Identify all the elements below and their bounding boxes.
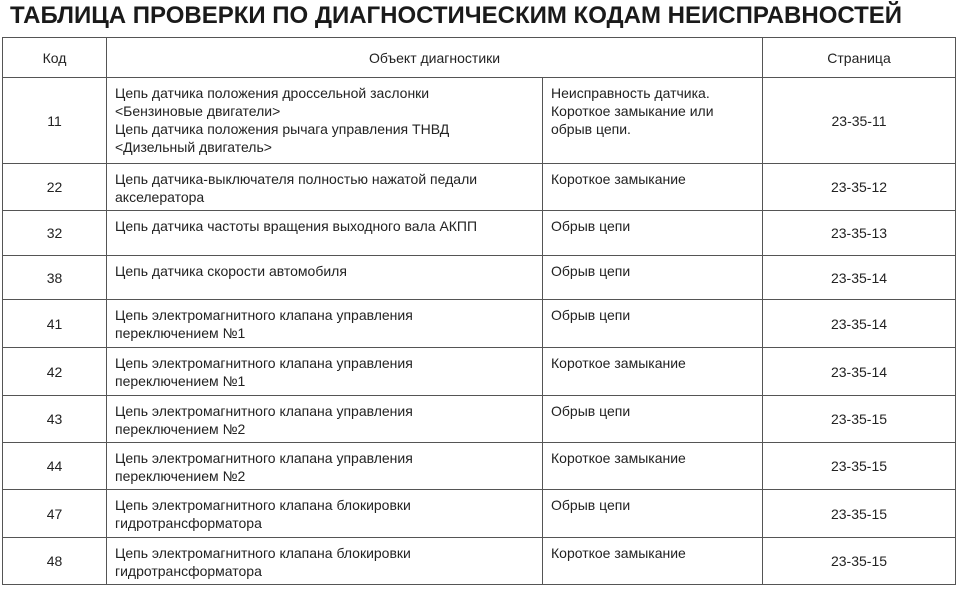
cell-page: 23-35-14 <box>763 256 956 300</box>
cell-fault <box>543 396 763 443</box>
cell-page: 23-35-15 <box>763 396 956 443</box>
cell-fault <box>543 538 763 585</box>
table-header-row <box>3 38 956 78</box>
object-line: гидротрансформатора <box>115 515 262 531</box>
cell-fault <box>543 490 763 538</box>
fault-line: обрыв цепи. <box>551 121 631 137</box>
table-row <box>3 164 956 211</box>
cell-code: 42 <box>3 348 107 396</box>
table-row <box>3 443 956 490</box>
fault-line: Обрыв цепи <box>551 307 631 323</box>
fault-line: Короткое замыкание <box>551 450 686 466</box>
fault-line: Обрыв цепи <box>551 497 631 513</box>
cell-fault <box>543 300 763 348</box>
cell-code: 48 <box>3 538 107 585</box>
fault-line: Обрыв цепи <box>551 403 631 419</box>
cell-object <box>107 396 543 443</box>
cell-code: 11 <box>3 78 107 164</box>
header-object: Объект диагностики <box>107 38 763 78</box>
object-line: Цепь датчика-выключателя полностью нажатой педали <box>115 171 478 187</box>
object-line: Цепь датчика скорости автомобиля <box>115 263 347 279</box>
cell-page: 23-35-14 <box>763 348 956 396</box>
cell-code: 47 <box>3 490 107 538</box>
object-line: Цепь датчика положения дроссельной заслонки <box>115 85 430 101</box>
object-line: Цепь электромагнитного клапана блокировки <box>115 497 411 513</box>
cell-fault <box>543 348 763 396</box>
diagnostic-codes-table <box>2 37 956 585</box>
object-line: Цепь электромагнитного клапана управления <box>115 450 413 466</box>
object-line: Цепь датчика положения рычага управления ТНВД <box>115 121 450 137</box>
object-line: переключением №2 <box>115 421 246 437</box>
object-line: <Бензиновые двигатели> <box>115 103 281 119</box>
object-line: Цепь электромагнитного клапана управления <box>115 403 413 419</box>
object-line: Цепь электромагнитного клапана управления <box>115 307 413 323</box>
cell-object <box>107 348 543 396</box>
cell-object <box>107 256 543 300</box>
fault-line: Короткое замыкание или <box>551 103 714 119</box>
cell-fault <box>543 78 763 164</box>
cell-code: 43 <box>3 396 107 443</box>
table-row <box>3 396 956 443</box>
object-line: переключением №1 <box>115 373 246 389</box>
cell-page: 23-35-15 <box>763 538 956 585</box>
object-line: Цепь электромагнитного клапана блокировки <box>115 545 411 561</box>
cell-object <box>107 300 543 348</box>
page-title: ТАБЛИЦА ПРОВЕРКИ ПО ДИАГНОСТИЧЕСКИМ КОДАМ НЕИСПРАВНОСТЕЙ <box>10 2 903 29</box>
object-line: <Дизельный двигатель> <box>115 139 272 155</box>
fault-line: Короткое замыкание <box>551 355 686 371</box>
table-row <box>3 538 956 585</box>
cell-page: 23-35-15 <box>763 443 956 490</box>
object-line: акселератора <box>115 189 205 205</box>
fault-line: Обрыв цепи <box>551 218 631 234</box>
object-line: гидротрансформатора <box>115 563 262 579</box>
cell-code: 32 <box>3 211 107 256</box>
cell-code: 22 <box>3 164 107 211</box>
table-row <box>3 211 956 256</box>
header-page: Страница <box>763 38 956 78</box>
cell-code: 41 <box>3 300 107 348</box>
cell-page: 23-35-15 <box>763 490 956 538</box>
cell-fault <box>543 256 763 300</box>
cell-page: 23-35-11 <box>763 78 956 164</box>
table-row <box>3 256 956 300</box>
table-row <box>3 300 956 348</box>
cell-code: 38 <box>3 256 107 300</box>
cell-object <box>107 164 543 211</box>
table-row <box>3 490 956 538</box>
cell-object <box>107 78 543 164</box>
cell-object <box>107 211 543 256</box>
header-code: Код <box>3 38 107 78</box>
cell-object <box>107 443 543 490</box>
object-line: переключением №1 <box>115 325 246 341</box>
cell-fault <box>543 443 763 490</box>
cell-object <box>107 490 543 538</box>
table-row <box>3 348 956 396</box>
object-line: Цепь электромагнитного клапана управления <box>115 355 413 371</box>
cell-page: 23-35-13 <box>763 211 956 256</box>
object-line: переключением №2 <box>115 468 246 484</box>
fault-line: Обрыв цепи <box>551 263 631 279</box>
table-body <box>3 78 956 585</box>
object-line: Цепь датчика частоты вращения выходного вала АКПП <box>115 218 478 234</box>
cell-fault <box>543 164 763 211</box>
fault-line: Короткое замыкание <box>551 171 686 187</box>
cell-fault <box>543 211 763 256</box>
cell-code: 44 <box>3 443 107 490</box>
table-row <box>3 78 956 164</box>
fault-line: Короткое замыкание <box>551 545 686 561</box>
fault-line: Неисправность датчика. <box>551 85 710 101</box>
cell-page: 23-35-14 <box>763 300 956 348</box>
cell-page: 23-35-12 <box>763 164 956 211</box>
cell-object <box>107 538 543 585</box>
